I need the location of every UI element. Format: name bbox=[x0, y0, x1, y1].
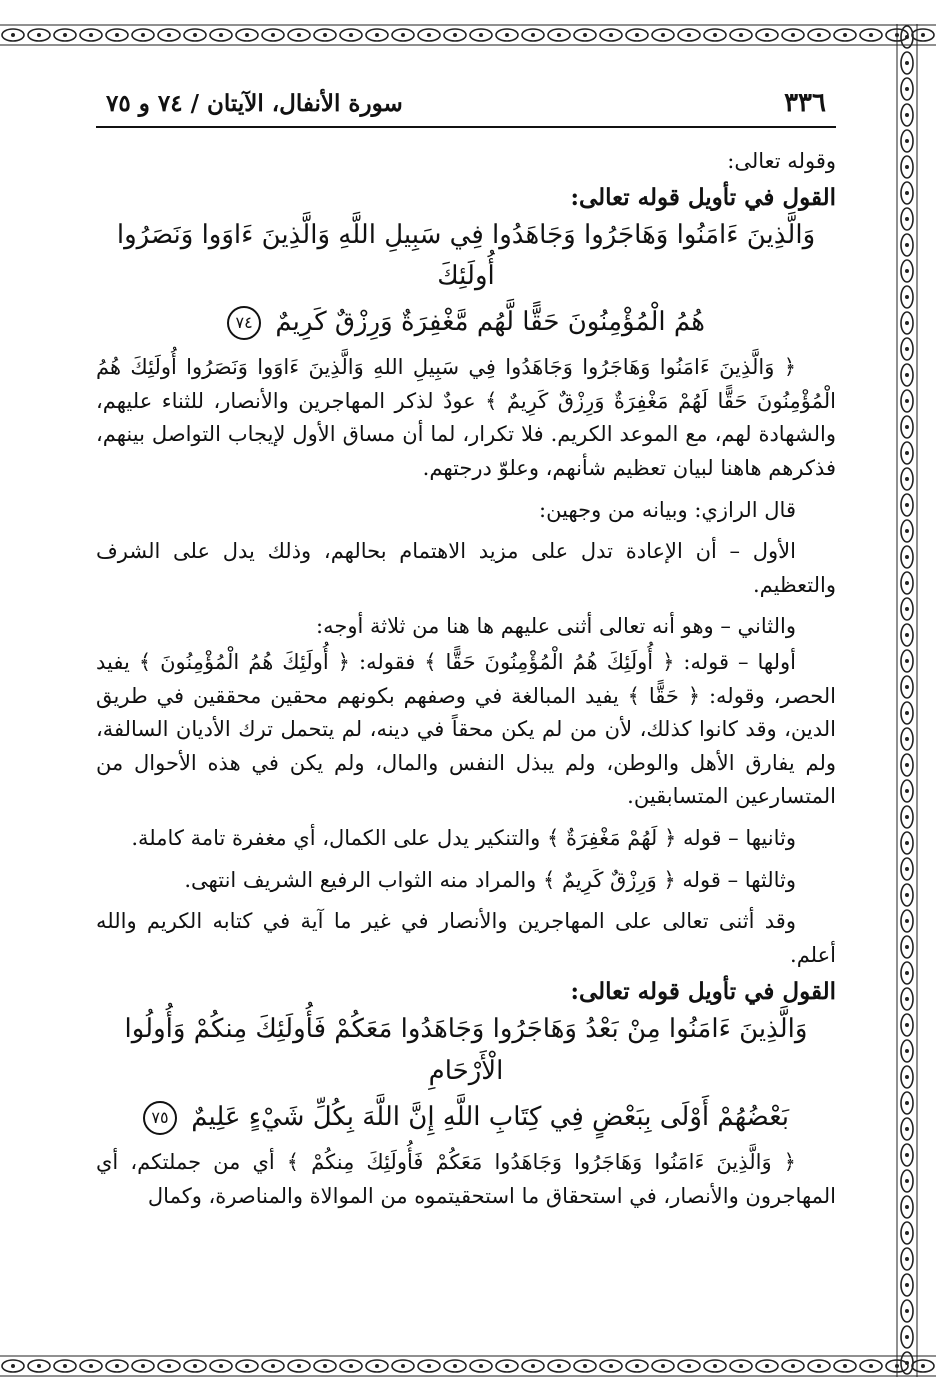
section-heading-74: القول في تأويل قوله تعالى: bbox=[570, 183, 836, 211]
intro-line: وقوله تعالى: bbox=[727, 149, 836, 173]
commentary-paragraph-4: والثاني – وهو أنه تعالى أثنى عليهم ها هنا من ثلاثة أوجه: bbox=[316, 614, 796, 639]
page-number: ٣٣٦ bbox=[784, 88, 826, 118]
commentary-paragraph-2: قال الرازي: وبيانه من وجهين: bbox=[539, 497, 796, 522]
commentary-paragraph-5: أولها – قوله: ﴿ أُولَئِكَ هُمُ الْمُؤْمِنُونَ حَقًّا ﴾ فقوله: ﴿ أُولَئِكَ هُمُ الْمُؤْمِنُونَ ﴾ يفيد الحصر، وقوله: ﴿ حَقًّا ﴾ يفيد المبالغة في وصفهم بكونهم محقين محققين في طريق الدين، وقد كانوا كذلك، لأن من لم يكن محقاً في دينه، لم يتحمل ترك الأديان السالفة، ولم يفارق الأهل والوطن، ولم يبذل النفس والمال، ولم يكن في هذه الأحوال من المتسارعين المتسابقين. bbox=[96, 650, 836, 809]
verse-number-75-icon: ٧٥ bbox=[143, 1101, 177, 1135]
book-page bbox=[96, 80, 836, 1355]
commentary-paragraph-7: وثالثها – قوله ﴿ وَرِزْقٌ كَرِيمٌ ﴾ والمراد منه الثواب الرفيع الشريف انتهى. bbox=[184, 867, 796, 892]
verse-75-line2 bbox=[96, 1097, 836, 1139]
commentary-paragraph-3: الأول – أن الإعادة تدل على مزيد الاهتمام بحالهم، وذلك يدل على الشرف والتعظيم. bbox=[96, 539, 836, 597]
commentary-paragraph-6: وثانيها – قوله ﴿ لَهُمْ مَغْفِرَةٌ ﴾ والتنكير يدل على الكمال، أي مغفرة تامة كاملة. bbox=[131, 826, 796, 850]
running-title: سورة الأنفال، الآيتان / ٧٤ و ٧٥ bbox=[106, 89, 403, 117]
verse-75-line1: وَالَّذِينَ ءَامَنُوا مِنْ بَعْدُ وَهَاجَرُوا وَجَاهَدُوا مَعَكُمْ فَأُولَئِكَ مِنكُمْ وَأُولُوا الْأَرْحَامِ bbox=[124, 1014, 808, 1086]
verse-74-line1: وَالَّذِينَ ءَامَنُوا وَهَاجَرُوا وَجَاهَدُوا فِي سَبِيلِ اللَّهِ وَالَّذِينَ ءَاوَوا وَنَصَرُوا أُولَئِكَ bbox=[116, 219, 816, 292]
bottom-chain-border bbox=[0, 1355, 936, 1377]
verse-74-line2 bbox=[96, 302, 836, 344]
right-chain-border bbox=[896, 24, 918, 1377]
top-chain-border bbox=[0, 24, 936, 46]
page-header bbox=[96, 80, 836, 128]
verse-75-text: بَعْضُهُمْ أَوْلَى بِبَعْضٍ فِي كِتَابِ اللَّهِ إِنَّ اللَّهَ بِكُلِّ شَيْءٍ عَلِيمٌ bbox=[191, 1101, 790, 1132]
verse-74-text: هُمُ الْمُؤْمِنُونَ حَقًّا لَّهُم مَّغْفِرَةٌ وَرِزْقٌ كَرِيمٌ bbox=[275, 306, 705, 337]
commentary-paragraph-9: ﴿ وَالَّذِينَ ءَامَنُوا وَهَاجَرُوا وَجَاهَدُوا مَعَكُمْ فَأُولَئِكَ مِنكُمْ ﴾ أي من جملتكم، أي المهاجرون والأنصار، في استحقاق ما استحقيتموه من الموالاة والمناصرة، وكمال bbox=[96, 1150, 836, 1208]
section-heading-75: القول في تأويل قوله تعالى: bbox=[570, 978, 836, 1006]
commentary-paragraph-1: ﴿ وَالَّذِينَ ءَامَنُوا وَهَاجَرُوا وَجَاهَدُوا فِي سَبِيلِ اللهِ وَالَّذِينَ ءَاوَوا وَنَصَرُوا أُولَئِكَ هُمُ الْمُؤْمِنُونَ حَقًّا لَهُمْ مَغْفِرَةٌ وَرِزْقٌ كَرِيمٌ ﴾ عودٌ لذكر المهاجرين والأنصار، للثناء عليهم، والشهادة لهم، مع الموعد الكريم. فلا تكرار، لما أن مساق الأول لإيجاب التواصل بينهم، فذكرهم هاهنا لبيان تعظيم شأنهم، وعلوّ درجتهم. bbox=[96, 355, 836, 481]
commentary-paragraph-8: وقد أثنى تعالى على المهاجرين والأنصار في غير ما آية في كتابه الكريم والله أعلم. bbox=[96, 909, 836, 967]
verse-number-74-icon: ٧٤ bbox=[227, 306, 261, 340]
